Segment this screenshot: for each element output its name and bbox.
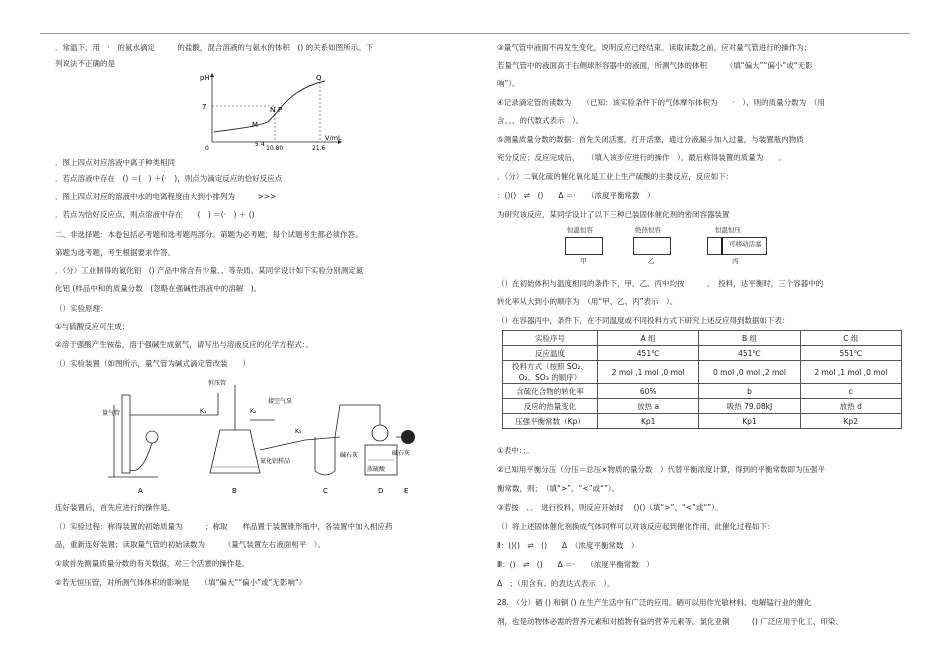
header-rule bbox=[40, 33, 910, 34]
table-header-row: 实验序号 A 组 B 组 C 组 bbox=[503, 331, 902, 346]
experiment-apparatus-diagram bbox=[100, 375, 420, 497]
q27-part1-line2: 转化率从大到小的顺序为 （用“甲、乙、丙”表示 ）。 bbox=[497, 297, 678, 306]
point-M: M bbox=[252, 121, 259, 129]
piston-label: 可移动活塞 bbox=[729, 240, 762, 248]
right-line-2: 若量气管中的液面高于右侧球形容器中的液面，所测气体的体积 （填“偏大”“偏小”或“无影 bbox=[497, 61, 813, 70]
container-intro: 为研究该反应，某同学设计了以下三种已装固体催化剂的密闭容器装置 bbox=[497, 210, 730, 219]
svg-text:恒压管: 恒压管 bbox=[208, 380, 227, 387]
container-1-tag: 甲 bbox=[580, 257, 587, 265]
reaction-equation: ：()() ⇌ () Δ ＝· （浓度平衡常数 ） bbox=[497, 191, 655, 200]
svg-text:氮化铝样品: 氮化铝样品 bbox=[260, 458, 291, 465]
right-line-4: ④记录滴定管的读数为 （已知：该实验条件下的气体摩尔体积为 · ），则的质量分数为 （用 bbox=[497, 98, 825, 107]
graph-ylabel: pH bbox=[200, 74, 210, 82]
right-line-7: 充分反应；反应完成后， （填入该步应进行的操作 ），最后称得装置的质量为 。 bbox=[497, 153, 786, 162]
q27-part1-line1: （）在初始体积与温度相同的条件下，甲、乙、丙中均按 、 投料，达平衡时，三个容器中的 bbox=[497, 279, 824, 288]
svg-text:0: 0 bbox=[205, 145, 209, 150]
u-tube bbox=[315, 437, 335, 475]
ph-titration-graph bbox=[200, 72, 345, 150]
q28-line-1: 28. （分）硒 () 和铜 () 在生产生活中有广泛的应用。硒可以用作光敏材料、电解锰行业的催化 bbox=[497, 598, 812, 607]
graph-xlabel: V/mL bbox=[325, 134, 342, 142]
experiment-device: （）实验装置（如图所示，量气管为碱式滴定管改装 ） bbox=[55, 359, 250, 368]
step-process-2: 品，重新连好装置；读取量气管的初始读数为 （量气装置左右液面相平 ）。 bbox=[55, 540, 325, 549]
option-a: ．图上四点对应溶液中离子种类相同 bbox=[55, 158, 175, 167]
step-process-1: （）实验过程：称得装置的初始质量为 ；称取 样品置于装置锥形瓶中，各装置中加入相应药 bbox=[55, 522, 393, 531]
svg-text:K₁: K₁ bbox=[200, 408, 207, 415]
right-line-1: ③量气管中液面不再发生变化，说明反应已经结束。读取读数之前，应对量气管进行的操作为； bbox=[497, 43, 812, 52]
experiment-data-table bbox=[502, 330, 902, 429]
svg-text:接空气泵: 接空气泵 bbox=[268, 398, 293, 405]
right-line-14: ①表中：；。 bbox=[497, 446, 534, 455]
option-d: ．若点为恰好反应点，则点溶液中存在 ( ) ＝(· ) ＋ () bbox=[55, 210, 255, 219]
principle-2: ②溶于强酸产生铵盐，溶于强碱生成氨气，请写出与溶液反应的化学方程式：。 bbox=[55, 340, 313, 349]
step-connect: 连好装置后，首先应进行的操作是。 bbox=[55, 503, 175, 512]
label-B: B bbox=[232, 487, 237, 495]
right-line-17: ③若按 、、 进行投料，则反应开始时 ()()（填“>”、“<”或“”）。 bbox=[497, 503, 723, 512]
svg-text:K₂: K₂ bbox=[250, 408, 257, 415]
svg-text:浓硫酸: 浓硫酸 bbox=[367, 466, 386, 473]
right-line-6: ⑤测量质量分数的数据：首先关闭活塞，打开活塞，通过分液漏斗加入过量，与装置瓶内物质 bbox=[497, 135, 804, 144]
svg-text:量气管: 量气管 bbox=[102, 410, 121, 417]
right-line-3: 响”）。 bbox=[497, 79, 520, 88]
point-P: P bbox=[278, 106, 283, 114]
table-row: 含硫化合物的转化率 60% b c bbox=[503, 384, 902, 399]
svg-text:碱石灰: 碱石灰 bbox=[340, 452, 359, 459]
gas-burette bbox=[122, 395, 130, 473]
svg-text:碱石灰: 碱石灰 bbox=[392, 450, 411, 457]
q-intro-line-2: 列说法不正确的是 bbox=[55, 59, 115, 68]
svg-text:K₃: K₃ bbox=[295, 428, 302, 435]
point-Q: Q bbox=[316, 74, 322, 82]
label-D: D bbox=[378, 487, 384, 495]
svg-text:5.4: 5.4 bbox=[255, 141, 265, 148]
graph-y-tick-7: 7 bbox=[202, 103, 207, 111]
right-line-5: 含、、、的代数式表示 ）。 bbox=[497, 116, 584, 125]
label-A: A bbox=[138, 487, 143, 495]
principle-1: ①与硫酸反应可生成； bbox=[55, 322, 130, 331]
label-E: E bbox=[404, 487, 409, 495]
right-line-18: （）将上述固体催化剂换成气体同样可以对该反应起到催化作用，此催化过程如下： bbox=[497, 522, 775, 531]
q-intro-line-1: ．常温下，用 · 的氨水滴定 的盐酸，混合溶液的与氨水的体积 () 的关系如图所示。下 bbox=[55, 43, 374, 52]
step-question-1: ①欲首先测量质量分数的有关数据，对三个活塞的操作是。 bbox=[55, 559, 250, 568]
reaction-ii: Ⅱ：()() ⇌ () Δ （浓度平衡常数 ） bbox=[497, 541, 639, 550]
right-line-21: Δ ；（用含有、的表达式表示 ）。 bbox=[497, 579, 615, 588]
q27-intro: ．（分）二氧化硫的催化氧化是工业上生产硫酸的主要反应，反应如下： bbox=[497, 172, 734, 181]
option-b: ．若点溶液中存在 () ＝( ) ＋(· )，则点为滴定反应的恰好反应点 bbox=[55, 174, 283, 183]
section-2-note: 第题为选考题，考生根据要求作答。 bbox=[55, 248, 175, 257]
container-jia bbox=[565, 237, 603, 255]
container-2-label: 绝热恒容 bbox=[635, 226, 661, 234]
table-row: 投料方式（按照 SO₂、O₂、SO₃ 的顺序） 2 mol ,1 mol ,0 mol 0 mol ,0 mol ,2 mol 2 mol ,1 mol ,0 mol bbox=[503, 361, 902, 384]
point-N: N bbox=[270, 106, 276, 114]
conical-flask bbox=[210, 430, 260, 473]
container-2-tag: 乙 bbox=[648, 257, 655, 265]
right-line-15: ②已知用平衡分压（分压＝总压×物质的量分数 ）代替平衡浓度计算，得到的平衡常数即为压强平 bbox=[497, 465, 826, 474]
step-question-2: ②若无恒压管，对所测气体体积的影响是 （填“偏大”“偏小”或“无影响”） bbox=[55, 578, 307, 587]
q27-part2-intro: （）在容器丙中，条件下，在不同温度或不同投料方式下研究上述反应得到数据如下表： bbox=[497, 316, 790, 325]
container-3-label: 恒温恒压 bbox=[715, 226, 741, 234]
container-1-label: 恒温恒容 bbox=[567, 226, 593, 234]
q26-line-2: 化铝 (样品中和的质量分数 (忽略在强碱性溶液中的溶解 )。 bbox=[55, 284, 262, 293]
container-3-tag: 丙 bbox=[732, 257, 739, 265]
option-c: ．图上四点对应的溶液中水的电离程度由大到小排列为 >>> bbox=[55, 192, 277, 201]
svg-text:21.6: 21.6 bbox=[312, 145, 326, 150]
svg-text:10.80: 10.80 bbox=[266, 145, 284, 150]
right-line-16: 衡常数，则； （填“>”、“<”或“”）。 bbox=[497, 484, 620, 493]
piston bbox=[721, 237, 723, 255]
container-yi bbox=[633, 237, 671, 255]
experiment-principle: （）实验原理： bbox=[55, 304, 108, 313]
table-row: 压强平衡常数（Kp） Kp1 Kp1 Kp2 bbox=[503, 414, 902, 429]
q28-line-2: 剂，也是动物体必需的营养元素和对植物有益的营养元素等。氯化亚铜 () 广泛应用于化工、印染、 bbox=[497, 617, 843, 626]
reaction-iii: Ⅲ：() ⇌ () Δ ＝· （浓度平衡常数 ） bbox=[497, 560, 654, 569]
q26-line-1: ．（分）工业制得的氮化铝 () 产品中常含有少量、、等杂质。某同学设计如下实验分别测定氮 bbox=[55, 266, 364, 275]
table-row: 反应温度 451℃ 451℃ 551℃ bbox=[503, 346, 902, 361]
table-row: 反应的热量变化 放热 a 吸热 79.08kJ 放热 d bbox=[503, 399, 902, 414]
section-2-heading: 二、非选择题：本卷包括必考题和选考题两部分。第题为必考题，每个试题考生都必须作答。 bbox=[55, 230, 363, 239]
label-C: C bbox=[323, 487, 328, 495]
